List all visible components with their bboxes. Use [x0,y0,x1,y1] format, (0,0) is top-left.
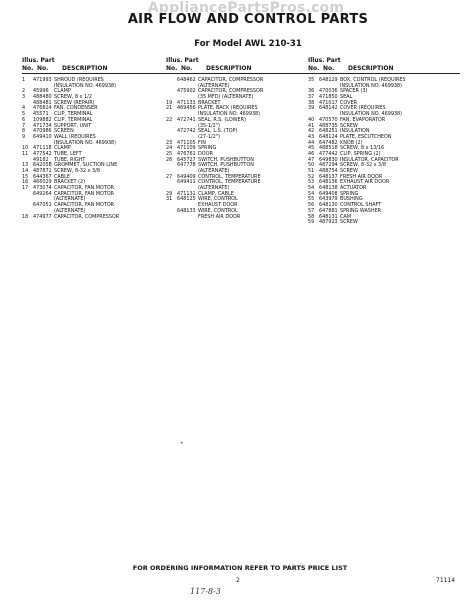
illus-number: 17 [22,185,29,192]
part-description: CONTROL, TEMPERATURE [198,173,261,180]
illus-number: 38 [308,99,315,106]
illus-number: 51 [308,168,315,174]
illus-number: 42 [308,128,315,135]
part-description: INSULATION NO. 469938) [54,82,117,89]
part-number: 648133 [177,207,196,214]
illus-number: 18 [22,213,29,220]
part-number: 471109 [177,145,196,152]
part-number: 476761 [177,150,196,157]
illus-number: 59 [308,219,315,226]
part-description: SWITCH, PUSHBUTTON [198,162,254,169]
part-description: EXHAUST DOOR [198,202,238,209]
part-number: 648131 [319,213,338,220]
illus-number: 10 [22,145,29,152]
part-description: FRESH AIR DOOR [198,213,241,220]
header-illus-part: Illus. Part [22,57,55,64]
illus-number: 7 [22,122,26,129]
part-description: FIN [198,139,206,146]
illus-number: 35 [308,77,315,83]
part-number: 45996 [33,88,49,95]
part-description: (27-1/2") [198,133,220,140]
part-number: 466029 [33,179,52,186]
part-number: 475902 [177,88,196,95]
header-rule [22,73,170,74]
part-number: 648124 [319,133,338,140]
part-number: 473074 [33,185,52,192]
part-description: CAPACITOR, FAN MOTOR [54,190,115,197]
part-number: 649830 [319,156,338,163]
part-number: 470570 [319,116,338,123]
part-description: EXHAUST AIR DOOR [340,179,390,186]
part-number: 471734 [33,122,52,129]
illus-number: 53 [308,179,315,186]
part-number: 648136 [319,179,338,186]
part-description: SWITCH, PUSHBUTTON [198,156,254,163]
part-number: 645727 [177,156,196,163]
part-description: SCREW, 8-32 x 3/8 [54,168,100,174]
part-number: 649408 [319,190,338,197]
header-no: No. [22,65,34,72]
part-description: SUPPORT, UNIT [54,122,92,129]
part-number: 487294 [319,162,338,169]
illus-number: 40 [308,116,315,123]
illus-number: 58 [308,213,315,220]
part-number: 648129 [319,77,338,83]
header-illus-part: Illus. Part [166,57,199,64]
part-number: 647881 [319,207,338,214]
part-number: 648125 [177,196,196,203]
page-title: AIR FLOW AND CONTROL PARTS [127,12,369,27]
part-number: 474977 [33,213,52,220]
part-number: 109882 [33,116,52,123]
parts-rows [166,78,310,220]
part-description: CLIP, TERMINAL [54,111,93,118]
illus-number: 24 [166,145,173,152]
document-code: 71114 [436,577,456,584]
part-description: CAPACITOR, COMPRESSOR [198,77,264,83]
part-description: (ALTERNATE) [54,196,86,203]
illus-number: 19 [166,99,173,106]
part-number: 49182 [33,156,49,163]
part-description: WIRE, CONTROL [198,196,238,203]
part-description: WIRE, CONTROL [198,207,238,214]
ordering-footer: FOR ORDERING INFORMATION REFER TO PARTS PRICE LIST [132,564,348,572]
part-description: SCREW [340,168,358,174]
part-number: 477442 [319,150,338,157]
header-part-no: No. [181,65,193,72]
part-description: CAPACITOR, FAN MOTOR [54,185,115,192]
parts-row [166,215,310,221]
part-description: COVER [340,99,358,106]
illus-number: 46 [308,150,315,157]
column-header [308,57,460,78]
part-description: CLIP, TERMINAL [54,116,93,123]
parts-column-1 [22,57,170,220]
part-description: SPRING WASHER [340,207,382,214]
illus-number: 9 [22,133,26,140]
part-description: CAPACITOR, FAN MOTOR [54,202,115,209]
part-description: SCREW, 8 x 1/2 [54,94,92,101]
stray-mark: • [180,440,184,447]
part-description: SHROUD (REQUIRES [54,77,104,83]
part-number: 644367 [33,173,52,180]
part-description: SCREEN [54,128,74,135]
parts-row [22,215,170,221]
part-description: INSULATION NO. 469938) [54,139,117,146]
illus-number: 27 [166,173,173,180]
part-description: CLAMP [54,88,71,95]
part-number: 471993 [33,77,52,83]
part-number: 488735 [319,122,338,129]
part-number: 649411 [177,179,196,186]
header-illus-part: Illus. Part [308,57,341,64]
parts-row [308,220,460,226]
illus-number: 23 [166,139,173,146]
illus-number: 6 [22,116,26,123]
part-number: 487871 [33,168,52,174]
part-description: SCREW (REPAIR) [54,99,95,106]
part-description: ACTUATOR [340,185,367,192]
part-number: 471105 [177,139,196,146]
part-number: 488480 [33,94,52,101]
part-number: 647482 [319,139,338,146]
illus-number: 26 [166,156,173,163]
part-description: SCREW, 8-32 x 3/8 [340,162,386,169]
part-description: (35 MFD) (ALTERNATE) [198,94,254,101]
part-description: FAN, EVAPORATOR [340,116,386,123]
illus-number: 52 [308,173,315,180]
handwritten-note: 117-8-3 [190,587,221,596]
part-description: SPACER (3) [340,88,368,95]
part-number: 648462 [177,77,196,83]
illus-number: 44 [308,139,315,146]
part-number: 649264 [33,190,52,197]
part-description: CLAMP, CABLE [198,190,234,197]
part-description: CLAMP [54,145,71,152]
part-description: SEAL [340,94,353,101]
illus-number: 54 [308,190,315,197]
illus-number: 25 [166,150,173,157]
part-description: DOOR [198,150,213,157]
header-rule [308,73,460,74]
part-number: 470986 [33,128,52,135]
illus-number: 16 [22,179,29,186]
parts-column-3 [308,57,460,226]
illus-number: 57 [308,207,315,214]
part-description: (ALTERNATE) [198,82,230,89]
illus-number: 3 [22,94,26,101]
illus-number: 37 [308,94,315,101]
part-description: SEAL, L.S. (TOP) [198,128,238,135]
part-number: 488518 [319,145,338,152]
part-description: BRACKET [198,99,221,106]
part-number: 648137 [319,173,338,180]
model-subtitle: For Model AWL 210-31 [194,39,302,49]
part-number: 648142 [319,105,338,112]
illus-number: 1 [22,77,26,83]
part-description: CAPACITOR, COMPRESSOR [54,213,120,220]
illus-number: 29 [166,190,173,197]
illus-number: 2 [22,88,26,95]
part-description: SPRING [198,145,217,152]
part-number: 472741 [177,116,196,123]
part-number: 470036 [319,88,338,95]
part-description: INSULATION NO. 469938) [340,82,403,89]
illus-number: 50 [308,162,315,169]
part-description: CABLE [54,173,70,180]
part-number: 471133 [177,99,196,106]
part-description: COVER (REQUIRES [340,105,386,112]
part-description: (ALTERNATE) [198,185,230,192]
part-number: 472742 [177,128,196,135]
column-header [22,57,170,78]
part-description: GROMMET, SUCTION LINE [54,162,118,169]
header-no: No. [308,65,320,72]
part-description: BOX, CONTROL (REQUIRES [340,77,406,83]
part-description: BUSHING [340,196,363,203]
part-description: PLATE, BACK (REQUIRES [198,105,258,112]
part-description: SEAL, R.S. (LOWER) [198,116,246,123]
part-number: 488754 [319,168,338,174]
part-number: 487923 [319,219,338,226]
parts-column-2 [166,57,310,220]
part-description: SCREW, 8 x 13/16 [340,145,385,152]
part-description: CAPACITOR, COMPRESSOR [198,88,264,95]
part-description: CONTROL SHAFT [340,202,382,209]
part-description: BRACKET (2) [54,179,85,186]
illus-number: 39 [308,105,315,112]
part-description: INSULATION NO. 469938) [198,111,261,118]
illus-number: 13 [22,162,29,169]
illus-number: 11 [22,150,29,157]
illus-number: 54 [308,185,315,192]
part-description: CAM [340,213,351,220]
part-number: 469456 [177,105,196,112]
part-description: FRESH AIR DOOR [340,173,383,180]
parts-rows [22,78,170,220]
illus-number: 8 [22,128,26,135]
parts-rows [308,78,460,226]
header-rule [166,73,310,74]
illus-number: 56 [308,202,315,209]
illus-number: 47 [308,156,315,163]
illus-number: 45 [308,145,315,152]
part-description: (ALTERNATE) [54,207,86,214]
illus-number: 43 [308,133,315,140]
part-number: 647051 [33,202,52,209]
part-description: TUBE, RIGHT [54,156,86,163]
part-number: 477542 [33,150,52,157]
part-number: 476824 [33,105,52,112]
illus-number: 5 [22,111,26,118]
part-description: TUBE, LEFT [54,150,82,157]
illus-number: 41 [308,122,315,129]
part-description: FAN, CONDENSER [54,105,98,112]
part-description: (ALTERNATE) [198,168,230,174]
watermark: AppliancePartsPros.com [147,0,345,16]
part-number: 471118 [33,145,52,152]
part-number: 648251 [319,128,338,135]
part-number: 488481 [33,99,52,106]
part-description: INSULATION [340,128,370,135]
header-no: No. [166,65,178,72]
illus-number: 31 [166,196,173,203]
illus-number: 22 [166,116,173,123]
part-number: 45571 [33,111,49,118]
part-number: 471017 [319,99,338,106]
part-description: KNOB (2) [340,139,363,146]
header-description: DESCRIPTION [62,65,108,72]
part-number: 649410 [33,133,52,140]
illus-number: 36 [308,88,315,95]
part-description: INSULATOR, CAPACITOR [340,156,399,163]
illus-number: 4 [22,105,26,112]
part-description: WALL (REQUIRES [54,133,96,140]
part-description: SCREW [340,219,358,226]
header-part-no: No. [323,65,335,72]
header-description: DESCRIPTION [206,65,252,72]
part-description: SCREW [340,122,358,129]
part-description: CONTROL, TEMPERATURE [198,179,261,186]
part-number: 647778 [177,162,196,169]
part-description: CLIP, SPRING (2) [340,150,381,157]
header-description: DESCRIPTION [348,65,394,72]
part-description: PLATE, ESCUTCHEON [340,133,392,140]
part-description: SPRING [340,190,359,197]
part-number: 64205B [33,162,52,169]
part-number: 649409 [177,173,196,180]
page-number: 2 [236,577,240,584]
part-number: 648130 [319,202,338,209]
part-number: 471131 [177,190,196,197]
header-part-no: No. [37,65,49,72]
part-number: 471850 [319,94,338,101]
part-description: (35-1/2") [198,122,220,129]
illus-number: 14 [22,168,29,174]
part-number: 648138 [319,185,338,192]
column-header [166,57,310,78]
illus-number: 21 [166,105,173,112]
illus-number: 55 [308,196,315,203]
part-description: INSULATION NO. 469938) [340,111,403,118]
part-number: 643979 [319,196,338,203]
illus-number: 15 [22,173,29,180]
